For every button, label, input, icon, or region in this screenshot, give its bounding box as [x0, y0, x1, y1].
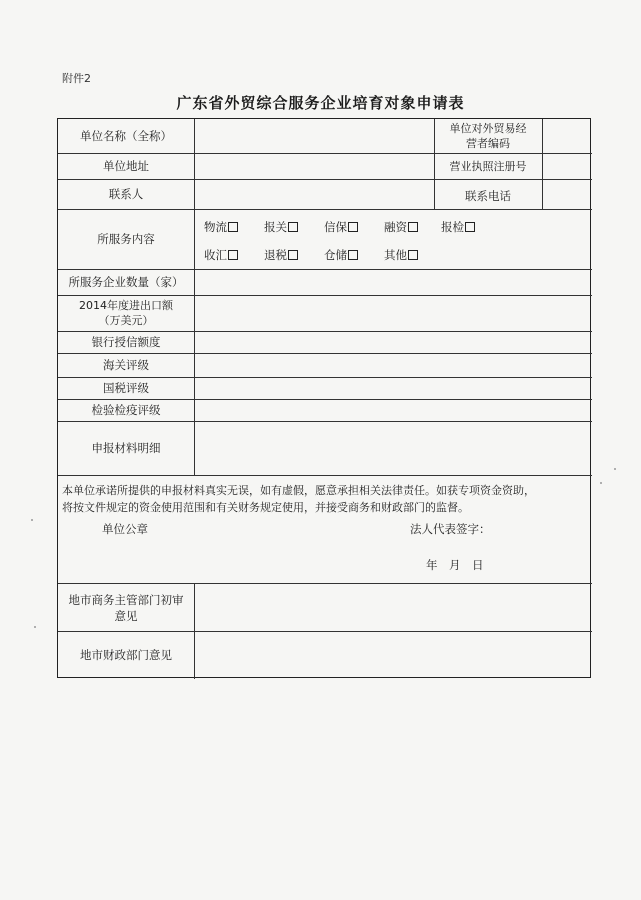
row-divider — [58, 269, 592, 270]
license-number-label: 营业执照注册号 — [449, 160, 527, 173]
row-divider — [58, 353, 592, 354]
checkbox[interactable] — [288, 250, 298, 260]
row-divider — [58, 583, 592, 584]
annex-label: 附件2 — [62, 72, 91, 85]
row-divider — [58, 475, 592, 476]
checkbox[interactable] — [348, 222, 358, 232]
customs-rating-label: 海关评级 — [103, 358, 149, 372]
column-divider — [542, 119, 543, 209]
local-commerce-opinion-line1: 地市商务主管部门初审 — [68, 593, 184, 607]
checkbox[interactable] — [348, 250, 358, 260]
trade-volume-label-line1: 2014年度进出口额 — [79, 299, 173, 312]
service-options-row2 — [204, 247, 444, 263]
trade-code-label-line2: 营者编码 — [466, 137, 510, 150]
service-options-row1 — [204, 219, 501, 235]
form-title: 广东省外贸综合服务企业培育对象申请表 — [176, 94, 465, 112]
date-label: 年 月 日 — [426, 558, 484, 572]
column-divider — [194, 119, 195, 475]
option-warehousing[interactable]: 仓储 — [324, 247, 384, 263]
unit-address-label: 单位地址 — [103, 159, 149, 173]
scan-speck — [614, 468, 616, 470]
row-divider — [58, 399, 592, 400]
legal-rep-signature-label: 法人代表签字： — [410, 522, 491, 536]
option-forex-collection[interactable]: 收汇 — [204, 247, 264, 263]
services-label: 所服务内容 — [97, 232, 155, 246]
checkbox[interactable] — [228, 250, 238, 260]
unit-name-label: 单位名称（全称） — [80, 129, 172, 143]
option-credit-insurance[interactable]: 信保 — [324, 219, 384, 235]
materials-label: 申报材料明细 — [91, 441, 161, 455]
pledge-line2: 将按文件规定的资金使用范围和有关财务规定使用，并接受商务和财政部门的监督。 — [62, 501, 469, 514]
unit-seal-label: 单位公章 — [102, 522, 148, 536]
row-divider — [58, 295, 592, 296]
row-divider — [58, 377, 592, 378]
option-financing[interactable]: 融资 — [384, 219, 441, 235]
checkbox[interactable] — [288, 222, 298, 232]
tax-rating-label: 国税评级 — [103, 381, 149, 395]
scan-speck — [34, 626, 36, 628]
checkbox[interactable] — [408, 250, 418, 260]
application-table — [57, 118, 591, 678]
option-logistics[interactable]: 物流 — [204, 219, 264, 235]
enterprise-count-label: 所服务企业数量（家） — [68, 275, 184, 289]
trade-volume-label-line2: （万美元） — [98, 314, 154, 327]
inspection-rating-label: 检验检疫评级 — [91, 403, 161, 417]
trade-code-label-line1: 单位对外贸易经 — [449, 122, 527, 135]
bank-credit-label: 银行授信额度 — [91, 335, 161, 349]
row-divider — [58, 209, 592, 210]
option-tax-refund[interactable]: 退税 — [264, 247, 324, 263]
row-divider — [58, 631, 592, 632]
checkbox[interactable] — [465, 222, 475, 232]
row-divider — [58, 179, 592, 180]
contact-person-label: 联系人 — [108, 187, 144, 201]
checkbox[interactable] — [228, 222, 238, 232]
scan-speck — [31, 519, 33, 521]
option-inspection-declaration[interactable]: 报检 — [441, 219, 501, 235]
local-finance-opinion-label: 地市财政部门意见 — [80, 648, 172, 662]
contact-phone-label: 联系电话 — [465, 189, 511, 203]
row-divider — [58, 421, 592, 422]
scan-speck — [600, 482, 602, 484]
local-commerce-opinion-line2: 意见 — [114, 609, 138, 623]
option-customs-declaration[interactable]: 报关 — [264, 219, 324, 235]
column-divider — [194, 583, 195, 679]
option-other[interactable]: 其他 — [384, 247, 444, 263]
row-divider — [58, 331, 592, 332]
row-divider — [58, 153, 592, 154]
pledge-statement — [62, 482, 588, 516]
pledge-line1: 本单位承诺所提供的申报材料真实无误，如有虚假，愿意承担相关法律责任。如获专项资金资助， — [62, 484, 535, 497]
checkbox[interactable] — [408, 222, 418, 232]
